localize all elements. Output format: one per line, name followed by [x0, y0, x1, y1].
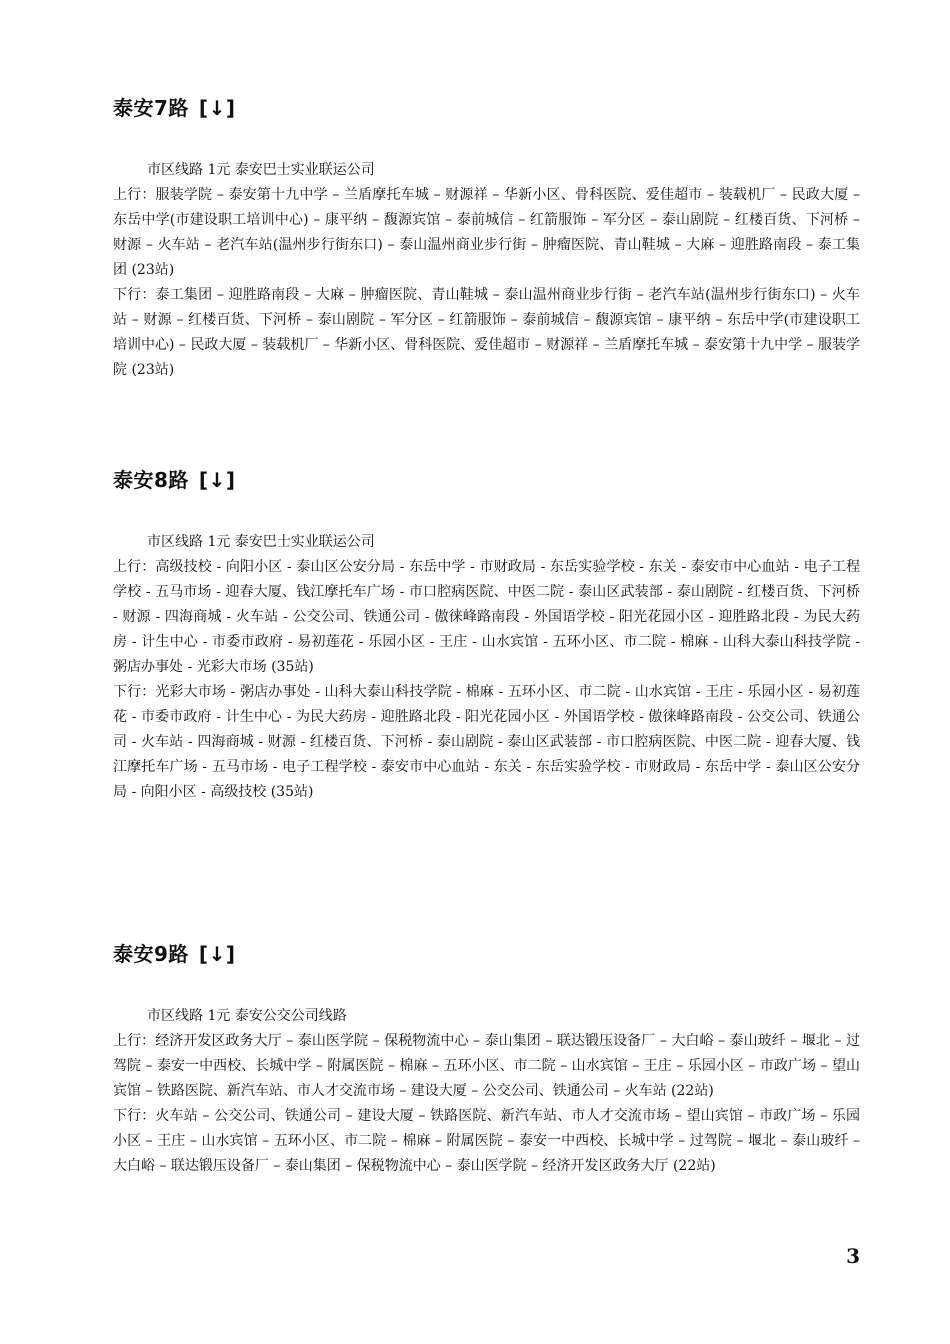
route-down-stops: 下行：泰工集团 – 迎胜路南段 – 大麻 – 肿瘤医院、青山鞋城 – 泰山温州商业步行街 – 老汽车站(温州步行街东口) – 火车站 – 财源 – 红楼百货、下河桥 – 泰山剧院 – 军分区 – 红箭服饰 – 泰前城信 – 馥源宾馆 – 康平纳 – 东岳中学(市建设职工培训中心) – 民政大厦 – 装载机厂 – 华新小区、骨科医院、爱佳超市 – 财源祥 – 兰盾摩托车城 – 泰安第十九中学 – 服装学院 (23站) [113, 287, 860, 378]
collapse-arrow-link[interactable]: [↓] [198, 468, 236, 492]
route-title [113, 94, 860, 122]
page-number: 3 [846, 1244, 860, 1268]
route-section-8 [113, 466, 860, 805]
route-up-stops: 上行：服装学院 – 泰安第十九中学 – 兰盾摩托车城 – 财源祥 – 华新小区、骨科医院、爱佳超市 – 装载机厂 – 民政大厦 – 东岳中学(市建设职工培训中心) – 康平纳 – 馥源宾馆 – 泰前城信 – 红箭服饰 – 军分区 – 泰山剧院 – 红楼百货、下河桥 – 财源 – 火车站 – 老汽车站(温州步行街东口) – 泰山温州商业步行街 – 肿瘤医院、青山鞋城 – 大麻 – 迎胜路南段 – 泰工集团 (23站) [113, 187, 860, 278]
route-section-7 [113, 94, 860, 383]
route-title [113, 940, 860, 968]
route-up-stops: 上行：高级技校 - 向阳小区 - 泰山区公安分局 - 东岳中学 - 市财政局 - 东岳实验学校 - 东关 - 泰安市中心血站 - 电子工程学校 - 五马市场 - 迎春大厦、钱江摩托车广场 - 市口腔病医院、中医二院 - 泰山区武装部 - 泰山剧院 - 红楼百货、下河桥 - 财源 - 四海商城 - 火车站 - 公交公司、铁通公司 - 傲徕峰路南段 - 外国语学校 - 阳光花园小区 - 迎胜路北段 - 为民大药房 - 计生中心 - 市委市政府 - 易初莲花 - 乐园小区 - 王庄 - 山水宾馆 - 五环小区、市二院 - 棉麻 - 山科大泰山科技学院 - 粥店办事处 - 光彩大市场 (35站) [113, 559, 860, 675]
route-down-stops: 下行：光彩大市场 - 粥店办事处 - 山科大泰山科技学院 - 棉麻 - 五环小区、市二院 - 山水宾馆 - 王庄 - 乐园小区 - 易初莲花 - 市委市政府 - 计生中心 - 为民大药房 - 迎胜路北段 - 阳光花园小区 - 外国语学校 - 傲徕峰路南段 - 公交公司、铁通公司 - 火车站 - 四海商城 - 财源 - 红楼百货、下河桥 - 泰山剧院 - 泰山区武装部 - 市口腔病医院、中医二院 - 迎春大厦、钱江摩托车广场 - 五马市场 - 电子工程学校 - 泰安市中心血站 - 东关 - 东岳实验学校 - 市财政局 - 东岳中学 - 泰山区公安分局 - 向阳小区 - 高级技校 (35站) [113, 684, 860, 800]
route-meta: 市区线路 1元 泰安巴士实业联运公司 [147, 162, 375, 178]
route-section-9 [113, 940, 860, 1179]
route-name: 泰安8路 [113, 468, 189, 492]
collapse-arrow-link[interactable]: [↓] [198, 942, 236, 966]
route-down-stops: 下行：火车站 – 公交公司、铁通公司 – 建设大厦 – 铁路医院、新汽车站、市人才交流市场 – 望山宾馆 – 市政广场 – 乐园小区 – 王庄 – 山水宾馆 – 五环小区、市二院 – 棉麻 – 附属医院 – 泰安一中西校、长城中学 – 过驾院 – 堰北 – 泰山玻纤 – 大白峪 – 联达锻压设备厂 – 泰山集团 – 保税物流中心 – 泰山医学院 – 经济开发区政务大厅 (22站) [113, 1108, 860, 1174]
route-title [113, 466, 860, 494]
route-name: 泰安7路 [113, 96, 189, 120]
collapse-arrow-link[interactable]: [↓] [198, 96, 236, 120]
route-name: 泰安9路 [113, 942, 189, 966]
route-meta: 市区线路 1元 泰安巴士实业联运公司 [147, 534, 375, 550]
route-meta: 市区线路 1元 泰安公交公司线路 [147, 1008, 347, 1024]
route-up-stops: 上行：经济开发区政务大厅 – 泰山医学院 – 保税物流中心 – 泰山集团 – 联达锻压设备厂 – 大白峪 – 泰山玻纤 – 堰北 – 过驾院 – 泰安一中西校、长城中学 – 附属医院 – 棉麻 – 五环小区、市二院 – 山水宾馆 – 王庄 – 乐园小区 – 市政广场 – 望山宾馆 – 铁路医院、新汽车站、市人才交流市场 – 建设大厦 – 公交公司、铁通公司 – 火车站 (22站) [113, 1033, 860, 1099]
